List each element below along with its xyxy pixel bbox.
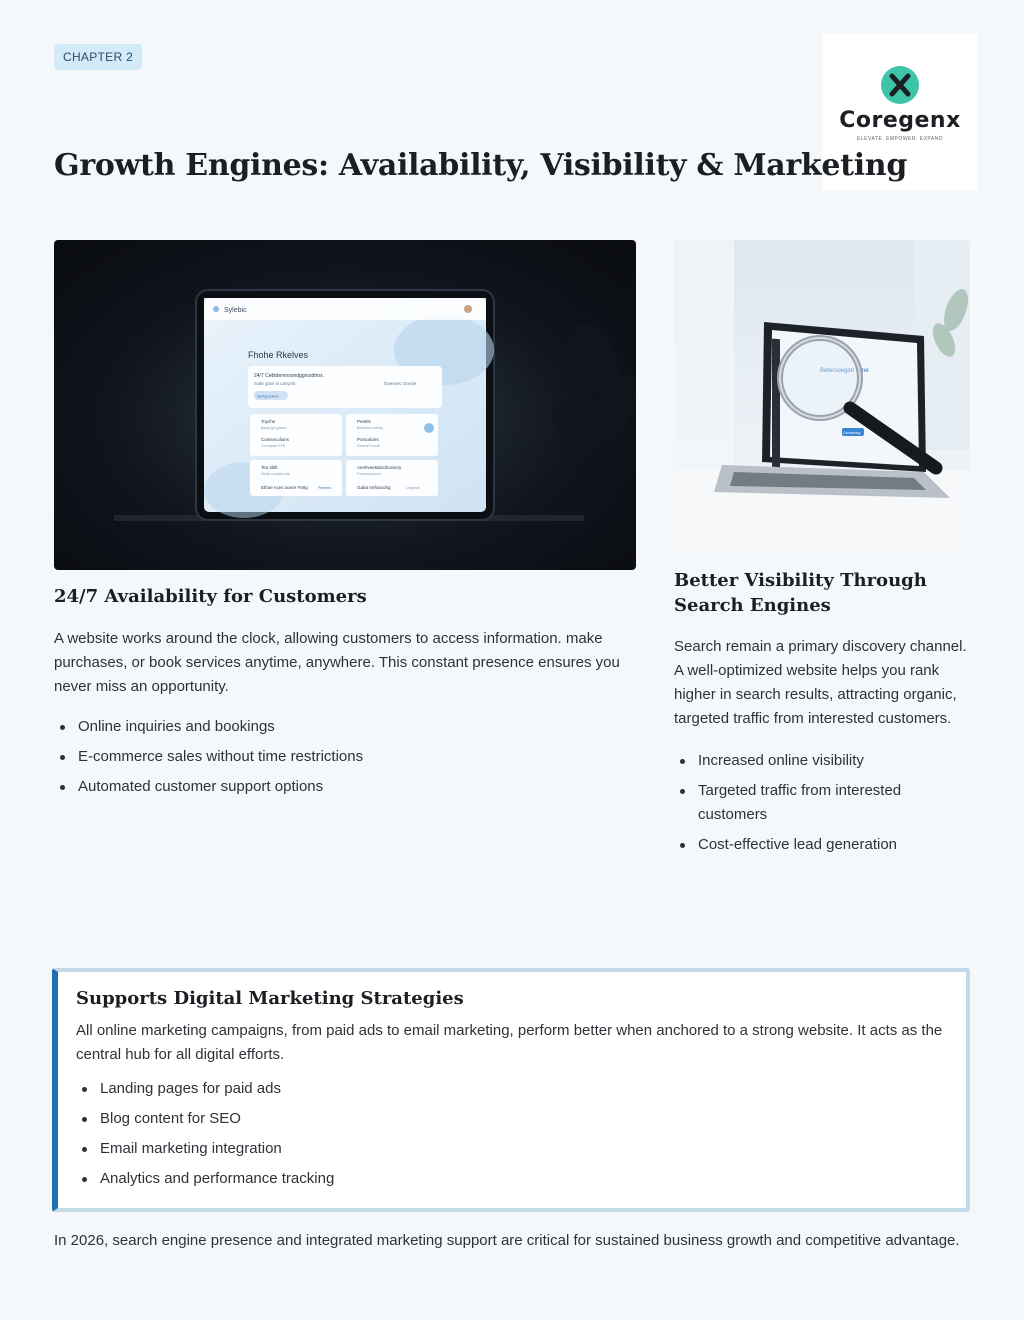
list-item: Email marketing integration: [76, 1137, 946, 1161]
marketing-title: Supports Digital Marketing Strategies: [76, 988, 464, 1009]
screen-button: Sertgnrokes: [257, 393, 279, 399]
laptop-magnifier-photo: [674, 240, 970, 552]
screen-list-sub: Lregusel: [406, 486, 420, 490]
screen-list-sub: Bang tgyl grlone: [261, 426, 287, 430]
availability-body: A website works around the clock, allowing customers to access information. make purchases, or book services anytime, anywhere. This constant presence ensures you never miss an opportunity.: [54, 630, 620, 695]
screen-list-title: Petetls: [357, 419, 371, 424]
screen-list-sub: Corrceptor FFE: [261, 444, 286, 448]
footer-note: In 2026, search engine presence and integrated marketing support are critical for sustained business growth and competitive advantage.: [54, 1232, 960, 1249]
tablet-photo: [54, 240, 636, 570]
screen-list-sub: Pertomo: [318, 486, 332, 490]
availability-title: 24/7 Availability for Customers: [54, 586, 367, 607]
availability-list: [54, 715, 634, 799]
marketing-callout: [52, 968, 970, 1212]
logo-x-icon: [879, 64, 921, 106]
screen-list-title: Porsolicies: [357, 437, 379, 442]
list-item: Targeted traffic from interested customers: [674, 779, 970, 827]
visibility-section: [674, 635, 970, 863]
screen-card-right: Doemes: Dontie: [384, 381, 417, 386]
screen-list-title: Coniseculions: [261, 437, 290, 442]
screen-headline: Fhohe Rkelves: [248, 350, 309, 360]
screen-list-title: Gaba Irefoacohg: [357, 485, 391, 490]
screen-list-sub: Fostomad sonlr: [357, 472, 382, 476]
visibility-body: Search remain a primary discovery channel. A well-optimized website helps you rank higher in search results, attracting organic, targeted traffic from interested customers.: [674, 638, 967, 727]
list-item: Analytics and performance tracking: [76, 1167, 946, 1191]
marketing-list: [76, 1077, 946, 1191]
list-item: Blog content for SEO: [76, 1107, 946, 1131]
logo-wordmark: Coregenx: [839, 108, 961, 133]
visibility-title: Better Visibility Through Search Engines: [674, 570, 927, 616]
screen-brand: Sylebic: [224, 307, 247, 314]
screen-card-sub: noite gtiss ni canycls.: [254, 381, 297, 386]
visibility-list: [674, 749, 970, 857]
screen-list-sub: Fetde consdlrvone: [261, 472, 290, 476]
list-item: Cost-effective lead generation: [674, 833, 970, 857]
list-item: Automated customer support options: [54, 775, 634, 799]
chapter-badge: CHAPTER 2: [54, 44, 142, 70]
screen-list-title: Toyche: [261, 419, 276, 424]
laptop-screen-headline: Betersoegon Gtne: [820, 368, 869, 374]
list-item: Increased online visibility: [674, 749, 970, 773]
page-title: Growth Engines: Availability, Visibility & Marketing: [54, 148, 907, 183]
screen-card-title: 24/7 Cebtdemnsondggrosdtrox,: [254, 373, 325, 379]
laptop-screen-button: Gonmonng: [843, 431, 861, 435]
screen-list-sub: Ceemel Fourdl: [357, 444, 380, 448]
availability-section: [54, 627, 634, 805]
screen-list-title: Aenhveetdazdicolonry: [357, 465, 402, 470]
list-item: Landing pages for paid ads: [76, 1077, 946, 1101]
marketing-body: All online marketing campaigns, from paid ads to email marketing, perform better when anchored to a strong website. It acts as the central hub for all digital efforts.: [76, 1022, 943, 1063]
screen-list-title: Ethoe Acec aovre Fettg: [261, 485, 308, 490]
list-item: Online inquiries and bookings: [54, 715, 634, 739]
logo-tagline: ELEVATE. EMPOWER. EXPAND: [857, 136, 943, 142]
screen-list-sub: Benbene odlong: [357, 426, 383, 430]
list-item: E-commerce sales without time restrictions: [54, 745, 634, 769]
screen-list-title: Ten tiltill: [261, 465, 278, 470]
